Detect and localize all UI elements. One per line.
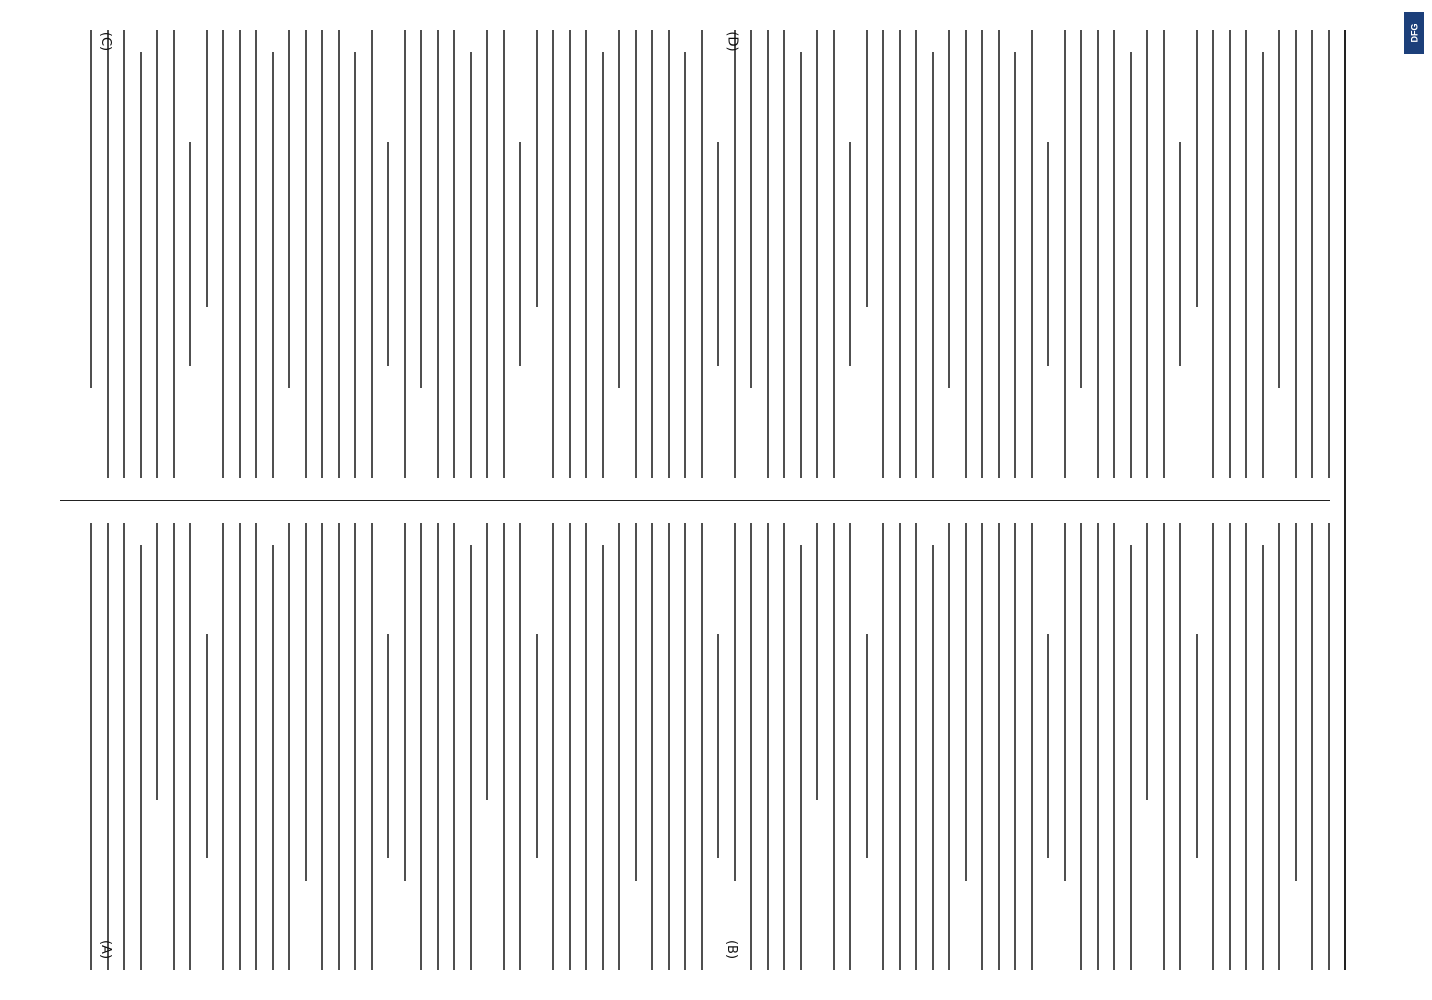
text-line bbox=[817, 30, 819, 478]
text-line bbox=[866, 634, 868, 858]
text-line bbox=[817, 523, 819, 800]
dfg-logo: DFG bbox=[1404, 12, 1424, 54]
text-line bbox=[998, 523, 1000, 971]
text-line bbox=[355, 523, 357, 971]
text-line bbox=[965, 30, 967, 478]
text-line bbox=[124, 523, 126, 971]
text-line bbox=[487, 523, 489, 800]
text-line bbox=[1147, 30, 1149, 478]
text-line bbox=[883, 523, 885, 971]
text-line bbox=[421, 523, 423, 971]
text-line bbox=[668, 523, 670, 971]
text-line bbox=[190, 142, 192, 366]
text-line bbox=[421, 30, 423, 388]
text-line bbox=[982, 523, 984, 971]
text-line bbox=[932, 545, 934, 970]
right-column-lines bbox=[60, 523, 1330, 971]
text-line bbox=[536, 634, 538, 858]
text-line bbox=[1081, 30, 1083, 388]
text-line bbox=[1328, 30, 1330, 478]
text-line bbox=[1312, 523, 1314, 971]
text-line bbox=[272, 52, 274, 477]
text-line bbox=[916, 523, 918, 971]
text-line bbox=[124, 30, 126, 478]
text-line bbox=[371, 30, 373, 478]
text-line bbox=[635, 523, 637, 881]
text-line bbox=[1031, 30, 1033, 478]
text-line bbox=[635, 30, 637, 478]
text-line bbox=[1213, 523, 1215, 971]
text-line bbox=[949, 523, 951, 971]
text-line bbox=[652, 30, 654, 478]
text-line bbox=[1163, 30, 1165, 478]
text-line bbox=[338, 30, 340, 478]
text-line bbox=[239, 30, 241, 478]
text-line bbox=[388, 634, 390, 858]
text-line bbox=[701, 30, 703, 478]
text-line bbox=[140, 545, 142, 970]
text-line bbox=[437, 523, 439, 971]
text-line bbox=[1081, 523, 1083, 971]
text-line bbox=[1295, 30, 1297, 478]
text-line bbox=[569, 523, 571, 971]
text-line bbox=[767, 523, 769, 971]
text-line bbox=[602, 545, 604, 970]
text-line bbox=[272, 545, 274, 970]
left-column-lines bbox=[60, 30, 1330, 478]
text-line bbox=[553, 30, 555, 478]
text-line bbox=[784, 30, 786, 478]
text-line bbox=[899, 523, 901, 971]
text-line bbox=[520, 523, 522, 971]
margin-marker-c: (C) bbox=[98, 31, 114, 52]
text-line bbox=[1180, 142, 1182, 366]
text-line bbox=[1180, 523, 1182, 971]
text-line bbox=[1246, 523, 1248, 971]
text-line bbox=[602, 52, 604, 477]
text-line bbox=[965, 523, 967, 881]
text-line bbox=[173, 523, 175, 971]
text-line bbox=[718, 142, 720, 366]
text-line bbox=[173, 30, 175, 478]
text-line bbox=[1064, 523, 1066, 881]
text-line bbox=[1246, 30, 1248, 478]
text-line bbox=[751, 523, 753, 971]
text-line bbox=[800, 545, 802, 970]
text-line bbox=[685, 523, 687, 971]
text-line bbox=[1114, 523, 1116, 971]
text-line bbox=[569, 30, 571, 478]
text-line bbox=[701, 523, 703, 971]
text-line bbox=[784, 523, 786, 971]
text-line bbox=[1328, 523, 1330, 971]
text-line bbox=[998, 30, 1000, 478]
text-line bbox=[553, 523, 555, 971]
text-line bbox=[586, 30, 588, 478]
margin-marker-b: (B) bbox=[724, 939, 740, 960]
text-line bbox=[916, 30, 918, 478]
text-line bbox=[371, 523, 373, 971]
text-line bbox=[1213, 30, 1215, 478]
text-line bbox=[1196, 30, 1198, 307]
text-line bbox=[668, 30, 670, 478]
rotated-page-content bbox=[40, 0, 1400, 1000]
text-line bbox=[734, 30, 736, 478]
text-line bbox=[800, 52, 802, 477]
text-line bbox=[256, 30, 258, 478]
left-column bbox=[60, 30, 1330, 478]
text-line bbox=[982, 30, 984, 478]
text-line bbox=[503, 523, 505, 971]
text-line bbox=[289, 30, 291, 388]
text-line bbox=[91, 523, 93, 971]
digitization-attribution bbox=[1404, 40, 1424, 960]
text-line bbox=[734, 523, 736, 881]
text-line bbox=[767, 30, 769, 478]
text-line bbox=[157, 523, 159, 800]
text-line bbox=[107, 30, 109, 478]
text-line bbox=[899, 30, 901, 478]
text-line bbox=[1262, 52, 1264, 477]
text-line bbox=[866, 30, 868, 307]
right-column bbox=[60, 523, 1330, 971]
text-line bbox=[470, 545, 472, 970]
text-line bbox=[1262, 545, 1264, 970]
text-line bbox=[1196, 634, 1198, 858]
text-line bbox=[586, 523, 588, 971]
text-line bbox=[322, 30, 324, 478]
text-line bbox=[503, 30, 505, 478]
text-line bbox=[107, 523, 109, 971]
text-line bbox=[536, 30, 538, 307]
text-line bbox=[1097, 30, 1099, 478]
text-line bbox=[850, 142, 852, 366]
text-line bbox=[305, 30, 307, 478]
text-line bbox=[140, 52, 142, 477]
text-line bbox=[404, 523, 406, 881]
text-line bbox=[322, 523, 324, 971]
text-line bbox=[1015, 52, 1017, 477]
text-line bbox=[91, 30, 93, 388]
text-line bbox=[850, 523, 852, 971]
text-line bbox=[932, 52, 934, 477]
text-line bbox=[1048, 142, 1050, 366]
text-line bbox=[949, 30, 951, 388]
column-divider bbox=[60, 500, 1330, 501]
text-line bbox=[1097, 523, 1099, 971]
text-line bbox=[1048, 634, 1050, 858]
margin-marker-d: (D) bbox=[724, 31, 740, 52]
text-line bbox=[718, 634, 720, 858]
text-line bbox=[652, 523, 654, 971]
text-line bbox=[1279, 523, 1281, 971]
text-line bbox=[256, 523, 258, 971]
text-line bbox=[1295, 523, 1297, 881]
text-line bbox=[487, 30, 489, 478]
text-line bbox=[1229, 523, 1231, 971]
text-line bbox=[454, 523, 456, 971]
text-line bbox=[355, 52, 357, 477]
text-line bbox=[751, 30, 753, 388]
text-line bbox=[1130, 52, 1132, 477]
margin-marker-a: (A) bbox=[98, 939, 114, 960]
text-line bbox=[1015, 523, 1017, 971]
text-line bbox=[190, 523, 192, 971]
text-line bbox=[1114, 30, 1116, 478]
text-line bbox=[833, 523, 835, 971]
text-line bbox=[157, 30, 159, 478]
text-line bbox=[470, 52, 472, 477]
text-line bbox=[223, 523, 225, 971]
text-line bbox=[1163, 523, 1165, 971]
text-line bbox=[1064, 30, 1066, 478]
text-line bbox=[1031, 523, 1033, 971]
text-line bbox=[1130, 545, 1132, 970]
text-line bbox=[1147, 523, 1149, 800]
text-line bbox=[206, 30, 208, 307]
text-line bbox=[289, 523, 291, 971]
text-line bbox=[619, 523, 621, 971]
text-line bbox=[223, 30, 225, 478]
text-line bbox=[338, 523, 340, 971]
text-line bbox=[404, 30, 406, 478]
text-line bbox=[619, 30, 621, 388]
text-line bbox=[388, 142, 390, 366]
text-line bbox=[454, 30, 456, 478]
text-line bbox=[833, 30, 835, 478]
text-line bbox=[1279, 30, 1281, 388]
text-columns bbox=[60, 30, 1330, 970]
text-line bbox=[685, 52, 687, 477]
text-line bbox=[1312, 30, 1314, 478]
text-line bbox=[305, 523, 307, 881]
text-line bbox=[206, 634, 208, 858]
text-line bbox=[1229, 30, 1231, 478]
text-line bbox=[239, 523, 241, 971]
text-line bbox=[437, 30, 439, 478]
text-line bbox=[883, 30, 885, 478]
text-line bbox=[520, 142, 522, 366]
page-header bbox=[1344, 30, 1400, 970]
